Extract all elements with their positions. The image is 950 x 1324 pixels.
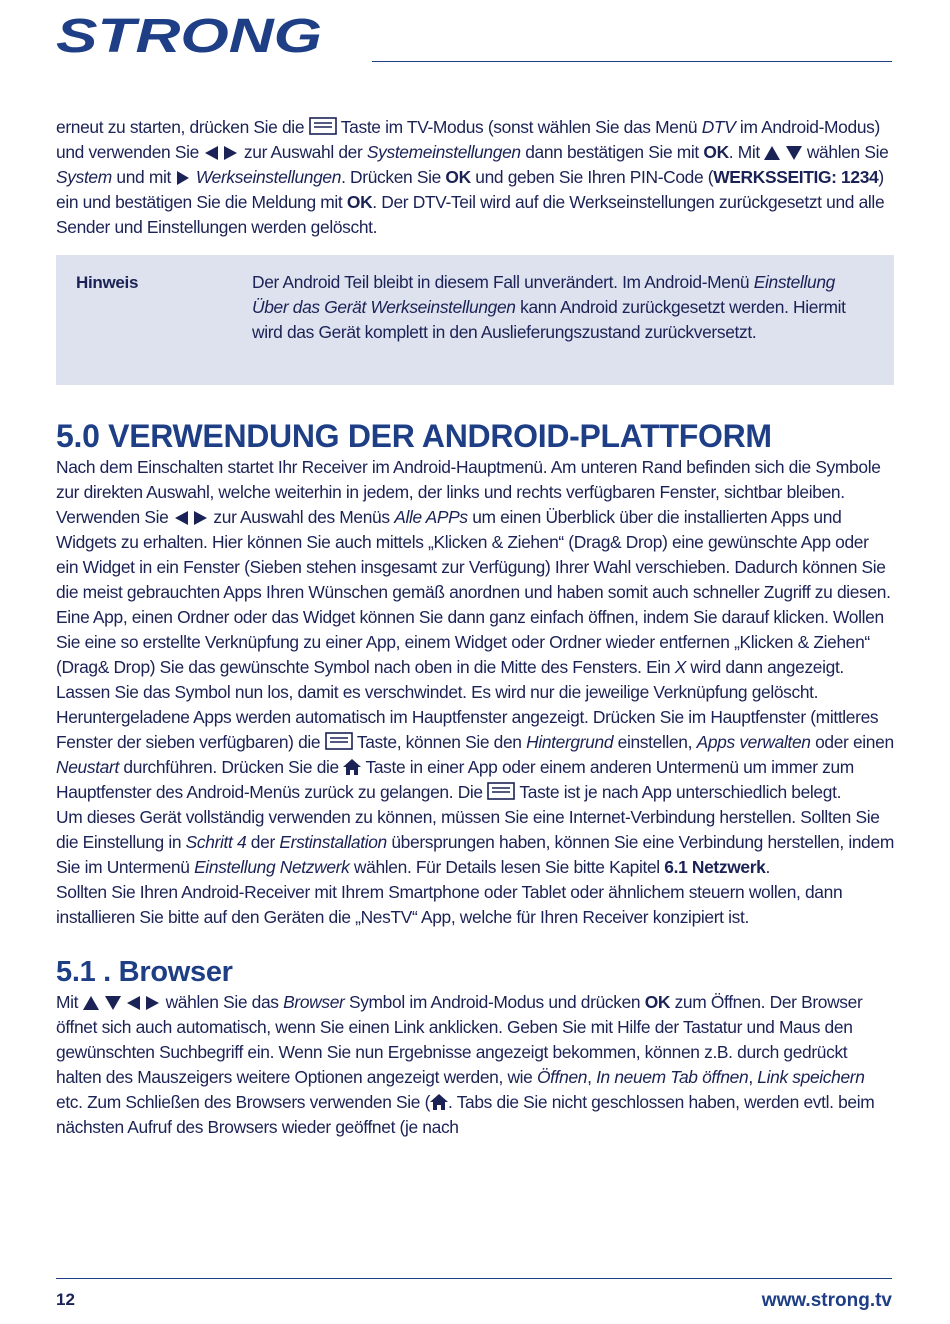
section-5-paragraph-3: Sollten Sie Ihren Android-Receiver mit Ihrem Smartphone oder Tablet oder ähnlichem steuern wollen, dann installieren Sie bitte auf den Geräten die „NesTV“ App, welche für Ihren Receiver konzipiert ist. [56,882,843,927]
section-5-1-heading: 5.1 . Browser [56,956,233,988]
section-5-heading: 5.0 VERWENDUNG DER ANDROID-PLATTFORM [56,418,772,454]
home-icon [343,759,361,775]
note-text: Der Android Teil bleibt in diesem Fall unverändert. Im Android-Menü Einstellung Über das Gerät Werkseinstellungen kann Android zurückgesetzt werden. Hiermit wird das Gerät komplett in den Auslieferungszustand zurückversetzt. [252,272,846,342]
right-arrow-icon [175,171,191,185]
note-box [56,255,894,385]
up-down-arrows-icon [764,146,802,160]
menu-icon [325,732,353,750]
header-rule [372,61,892,62]
section-5-paragraph-2: Um dieses Gerät vollständig verwenden zu können, müssen Sie eine Internet-Verbindung herstellen. Sollten Sie die Einstellung in Schritt 4 der Erstinstallation übersprungen haben, können Sie eine Verbindung herstellen, indem Sie im Untermenü Einstellung Netzwerk wählen. Für Details lesen Sie bitte Kapitel 6.1 Netzwerk. [56,807,894,877]
home-icon [430,1094,448,1110]
page-content [56,115,894,1140]
left-right-arrows-icon [203,146,239,160]
left-right-arrows-icon [173,511,209,525]
left-right-arrows-icon [125,996,161,1010]
up-down-arrows-icon [83,996,121,1010]
note-label: Hinweis [76,273,139,292]
menu-icon [487,782,515,800]
section-5-paragraph-1: Nach dem Einschalten startet Ihr Receiver im Android-Hauptmenü. Am unteren Rand befinden sich die Symbole zur direkten Auswahl, welche weiterhin in jedem, der links und rechts verfügbaren Fenster, sichtbar bleiben. Verwenden Sie zur Auswahl des Menüs Alle APPs um einen Überblick über die installierten Apps und Widgets zu erhalten. Hier können Sie auch mittels „Klicken & Ziehen“ (Drag& Drop) eine gewünschte App oder ein Widget in ein Fenster (Sieben stehen insgesamt zur Verfügung) Ihrer Wahl verschieben. Dadurch können Sie die meist gebrauchten Apps Ihren Wünschen gemäß anordnen und haben somit auch schneller Zugriff zu diesen. Eine App, einen Ordner oder das Widget können Sie dann ganz einfach öffnen, indem Sie darauf klicken. Wollen Sie eine so erstellte Verknüpfung zu einer App, einem Widget oder Ordner wieder entfernen „Klicken & Ziehen“ (Drag& Drop) Sie das gewünschte Symbol nach oben in die Mitte des Fensters. Ein X wird dann angezeigt. Lassen Sie das Symbol nun los, damit es verschwindet. Es wird nur die jeweilige Verknüpfung gelöscht. Heruntergeladene Apps werden automatisch im Hauptfenster angezeigt. Drücken Sie im Hauptfenster (mittleres Fenster der sieben verfügbaren) die Taste, können Sie den Hintergrund einstellen, Apps verwalten oder einen Neustart durchführen. Drücken Sie die Taste in einer App oder einem anderen Untermenü um immer zum Hauptfenster des Android-Menüs zurück zu gelangen. Die Taste ist je nach App unterschiedlich belegt. [56,457,894,802]
page-number: 12 [56,1290,75,1309]
logo-text: STRONG [56,10,322,60]
website-link[interactable]: www.strong.tv [761,1290,892,1311]
strong-logo [56,8,328,65]
menu-icon [309,117,337,135]
footer-rule [56,1278,892,1279]
intro-paragraph: erneut zu starten, drücken Sie die Taste im TV-Modus (sonst wählen Sie das Menü DTV im Android-Modus) und verwenden Sie zur Auswahl der Systemeinstellungen dann bestätigen Sie mit OK. Mit wählen Sie System und mit Werkseinstellungen. Drücken Sie OK und geben Sie Ihren PIN-Code (WERKSSEITIG: 1234) ein und bestätigen Sie die Meldung mit OK. Der DTV-Teil wird auf die Werkseinstellungen zurückgesetzt und alle Sender und Einstellungen werden gelöscht. [56,117,889,237]
section-5-1-paragraph: Mit wählen Sie das Browser Symbol im Android-Modus und drücken OK zum Öffnen. Der Browser öffnet sich auch automatisch, wenn Sie einen Link anklicken. Geben Sie mit Hilfe der Tastatur und Maus den gewünschten Suchbegriff ein. Wenn Sie nun Ergebnisse angezeigt bekommen, können z.B. durch gedrückt halten des Mauszeigers weitere Optionen angezeigt werden, wie Öffnen, In neuem Tab öffnen, Link speichern etc. Zum Schließen des Browsers verwenden Sie ( . Tabs die Sie nicht geschlossen haben, werden evtl. beim nächsten Aufruf des Browsers wieder geöffnet (je nach [56,992,875,1137]
